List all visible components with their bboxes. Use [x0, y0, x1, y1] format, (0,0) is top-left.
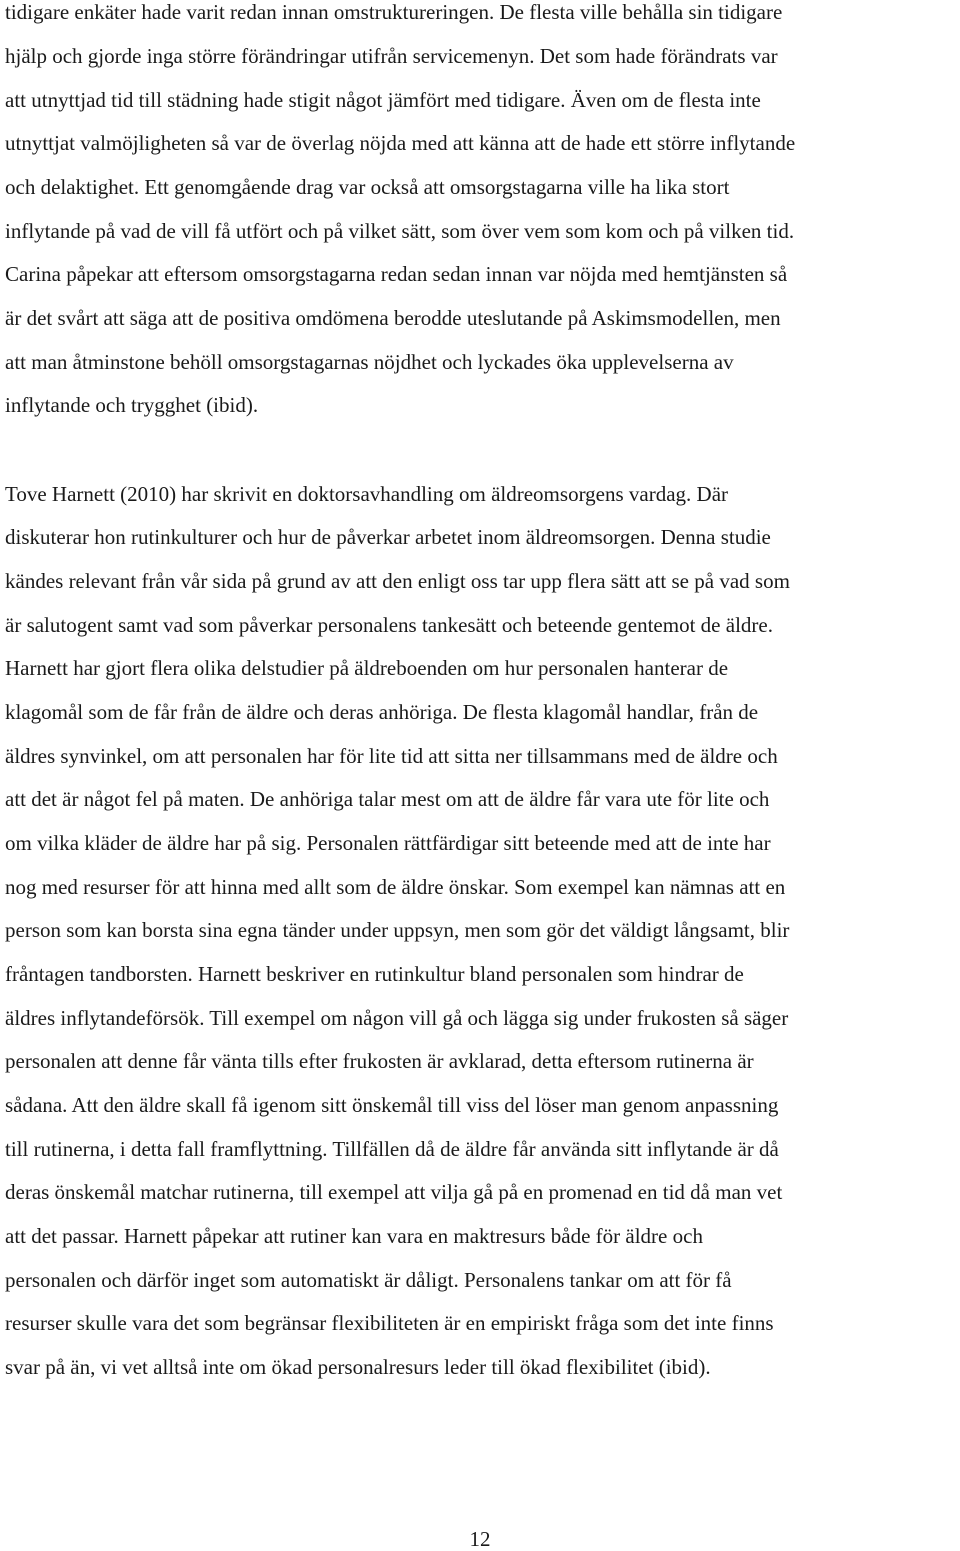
text-line: sådana. Att den äldre skall få igenom sitt önskemål till viss del löser man genom anpassning	[5, 1093, 779, 1117]
text-line: diskuterar hon rutinkulturer och hur de påverkar arbetet inom äldreomsorgen. Denna studie	[5, 525, 771, 549]
text-line: och delaktighet. Ett genomgående drag var också att omsorgstagarna ville ha lika stort	[5, 175, 730, 199]
text-line: utnyttjat valmöjligheten så var de överlag nöjda med att känna att de hade ett större inflytande	[5, 131, 796, 155]
text-line: inflytande och trygghet (ibid).	[5, 393, 259, 417]
text-line: personalen och därför inget som automatiskt är dåligt. Personalens tankar om att för få	[5, 1268, 732, 1292]
text-line: att man åtminstone behöll omsorgstagarnas nöjdhet och lyckades öka upplevelserna av	[5, 350, 734, 374]
text-line: deras önskemål matchar rutinerna, till exempel att vilja gå på en promenad en tid då man vet	[5, 1180, 783, 1204]
text-line: att det passar. Harnett påpekar att rutiner kan vara en maktresurs både för äldre och	[5, 1224, 703, 1248]
text-line: nog med resurser för att hinna med allt som de äldre önskar. Som exempel kan nämnas att en	[5, 875, 786, 899]
text-line: att det är något fel på maten. De anhöriga talar mest om att de äldre får vara ute för lite och	[5, 787, 770, 811]
text-line: svar på än, vi vet alltså inte om ökad personalresurs leder till ökad flexibilitet (ibid).	[5, 1355, 711, 1379]
text-line: hjälp och gjorde inga större förändringar utifrån servicemenyn. Det som hade förändrats var	[5, 44, 778, 68]
text-line: äldres synvinkel, om att personalen har för lite tid att sitta ner tillsammans med de äldre och	[5, 744, 778, 768]
text-line: personalen att denne får vänta tills efter frukosten är avklarad, detta eftersom rutinerna är	[5, 1049, 754, 1073]
page-number: 12	[469, 1527, 491, 1551]
text-line: person som kan borsta sina egna tänder under uppsyn, men som gör det väldigt långsamt, blir	[5, 918, 790, 942]
text-line: att utnyttjad tid till städning hade stigit något jämfört med tidigare. Även om de flesta inte	[5, 88, 761, 112]
text-line: resurser skulle vara det som begränsar flexibiliteten är en empiriskt fråga som det inte finns	[5, 1311, 774, 1335]
text-line: inflytande på vad de vill få utfört och på vilket sätt, som över vem som kom och på vilken tid.	[5, 219, 795, 243]
text-line: kändes relevant från vår sida på grund av att den enligt oss tar upp flera sätt att se på vad som	[5, 569, 790, 593]
text-line: tidigare enkäter hade varit redan innan omstruktureringen. De flesta ville behålla sin tidigare	[5, 0, 783, 24]
text-line: till rutinerna, i detta fall framflyttning. Tillfällen då de äldre får använda sitt inflytande är då	[5, 1137, 779, 1161]
text-line: äldres inflytandeförsök. Till exempel om någon vill gå och lägga sig under frukosten så säger	[5, 1006, 789, 1030]
text-line: är salutogent samt vad som påverkar personalens tankesätt och beteende gentemot de äldre.	[5, 613, 773, 637]
text-line: Carina påpekar att eftersom omsorgstagarna redan sedan innan var nöjda med hemtjänsten så	[5, 262, 788, 286]
text-line: Tove Harnett (2010) har skrivit en doktorsavhandling om äldreomsorgens vardag. Där	[5, 482, 729, 506]
text-line: är det svårt att säga att de positiva omdömena berodde uteslutande på Askimsmodellen, men	[5, 306, 781, 330]
text-line: fråntagen tandborsten. Harnett beskriver en rutinkultur bland personalen som hindrar de	[5, 962, 744, 986]
text-line: Harnett har gjort flera olika delstudier på äldreboenden om hur personalen hanterar de	[5, 656, 729, 680]
text-line: klagomål som de får från de äldre och deras anhöriga. De flesta klagomål handlar, från de	[5, 700, 759, 724]
text-line: om vilka kläder de äldre har på sig. Personalen rättfärdigar sitt beteende med att de inte har	[5, 831, 771, 855]
